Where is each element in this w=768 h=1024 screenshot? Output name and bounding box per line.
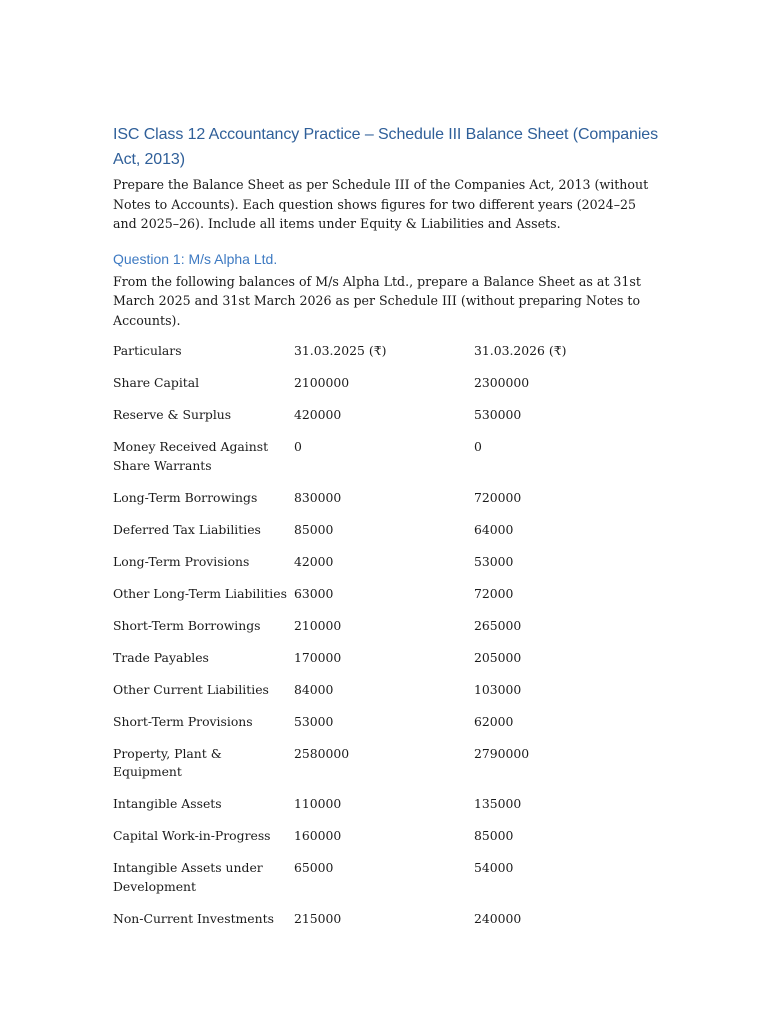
- table-row: [113, 713, 658, 745]
- table-row: [113, 910, 658, 942]
- cell-value-2025: 65000: [294, 860, 334, 875]
- cell-value-2026: 240000: [474, 910, 522, 926]
- cell-value-2026: 54000: [474, 860, 514, 875]
- table-row: [113, 827, 658, 859]
- cell-value-2026: 265000: [474, 617, 522, 633]
- table-row: [113, 795, 658, 827]
- cell-value-2026: 85000: [474, 828, 514, 843]
- cell-particular: Money Received Against Share Warrants: [113, 439, 269, 473]
- cell-particular: Other Long-Term Liabilities: [113, 585, 287, 601]
- cell-value-2025: 110000: [294, 796, 342, 811]
- cell-value-2025: 2100000: [294, 375, 350, 390]
- cell-particular: Short-Term Borrowings: [113, 617, 261, 633]
- table-row: [113, 617, 658, 649]
- cell-particular: Capital Work-in-Progress: [113, 828, 271, 843]
- cell-particular: Long-Term Borrowings: [113, 489, 258, 505]
- header-particulars: Particulars: [113, 343, 182, 358]
- table-row: [113, 681, 658, 713]
- cell-value-2025: 2580000: [294, 745, 350, 761]
- cell-particular: Property, Plant & Equipment: [113, 745, 222, 779]
- table-row: [113, 859, 658, 910]
- cell-value-2026: 64000: [474, 521, 514, 537]
- cell-particular: Short-Term Provisions: [113, 713, 253, 729]
- cell-value-2025: 42000: [294, 553, 334, 569]
- cell-value-2025: 63000: [294, 585, 334, 601]
- cell-value-2026: 0: [474, 439, 482, 454]
- cell-particular: Reserve & Surplus: [113, 407, 232, 422]
- cell-value-2026: 205000: [474, 649, 522, 665]
- table-row: [113, 745, 658, 796]
- document-page: [113, 122, 658, 942]
- cell-value-2026: 72000: [474, 585, 514, 601]
- table-row: [113, 406, 658, 438]
- cell-particular: Deferred Tax Liabilities: [113, 521, 261, 537]
- cell-particular: Trade Payables: [113, 649, 209, 665]
- cell-value-2026: 62000: [474, 713, 514, 729]
- question-text: From the following balances of M/s Alpha Ltd., prepare a Balance Sheet as at 31st March 2025 and 31st March 2026 as per Schedule III (without preparing Notes to Accounts).: [113, 273, 641, 328]
- cell-value-2025: 160000: [294, 828, 342, 843]
- balances-table-body: [113, 342, 658, 942]
- balances-table: [113, 342, 658, 942]
- cell-value-2026: 2300000: [474, 375, 530, 390]
- table-row: [113, 374, 658, 406]
- cell-value-2025: 53000: [294, 713, 334, 729]
- header-year-2025: 31.03.2025 (₹): [294, 343, 387, 358]
- table-row: [113, 438, 658, 489]
- question-heading: Question 1: M/s Alpha Ltd.: [113, 250, 278, 267]
- cell-value-2026: 2790000: [474, 745, 530, 761]
- cell-value-2025: 0: [294, 439, 302, 454]
- table-header-row: [113, 342, 658, 374]
- cell-value-2025: 85000: [294, 521, 334, 537]
- cell-value-2026: 135000: [474, 796, 522, 811]
- cell-particular: Intangible Assets under Development: [113, 860, 263, 894]
- cell-value-2026: 720000: [474, 489, 522, 505]
- table-row: [113, 521, 658, 553]
- cell-value-2025: 170000: [294, 649, 342, 665]
- document-intro: Prepare the Balance Sheet as per Schedule III of the Companies Act, 2013 (without Notes to Accounts). Each question shows figures for two different years (2024–25 and 2025–26). Include all items under Equity & Liabilities and Assets.: [113, 177, 649, 231]
- cell-value-2025: 830000: [294, 489, 342, 505]
- header-year-2026: 31.03.2026 (₹): [474, 343, 567, 358]
- table-row: [113, 649, 658, 681]
- cell-particular: Long-Term Provisions: [113, 553, 250, 569]
- cell-particular: Intangible Assets: [113, 796, 222, 811]
- cell-value-2025: 210000: [294, 617, 342, 633]
- cell-value-2025: 84000: [294, 681, 334, 697]
- cell-value-2026: 103000: [474, 681, 522, 697]
- table-row: [113, 585, 658, 617]
- cell-value-2025: 420000: [294, 407, 342, 422]
- table-row: [113, 553, 658, 585]
- document-title: ISC Class 12 Accountancy Practice – Schedule III Balance Sheet (Companies Act, 2013): [113, 126, 658, 168]
- cell-value-2025: 215000: [294, 910, 342, 926]
- cell-value-2026: 53000: [474, 553, 514, 569]
- cell-value-2026: 530000: [474, 407, 522, 422]
- cell-particular: Share Capital: [113, 375, 200, 390]
- cell-particular: Other Current Liabilities: [113, 681, 269, 697]
- table-row: [113, 489, 658, 521]
- cell-particular: Non-Current Investments: [113, 910, 274, 926]
